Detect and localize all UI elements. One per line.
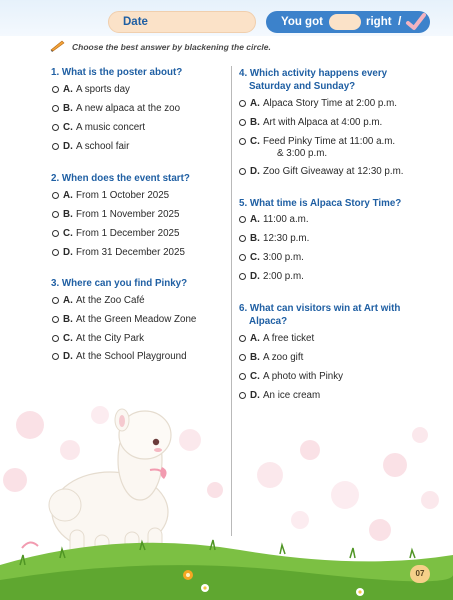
option-letter: A. xyxy=(250,333,260,344)
option-text: Art with Alpaca at 4:00 p.m. xyxy=(263,117,383,128)
question-3 xyxy=(51,277,187,290)
option-text: 2:00 p.m. xyxy=(263,271,304,282)
option-text: A zoo gift xyxy=(263,352,304,363)
option-letter: B. xyxy=(63,103,73,114)
answer-circle[interactable] xyxy=(52,249,59,256)
checkmark-icon xyxy=(405,12,427,32)
question-text: What can visitors win at Art with xyxy=(249,303,401,314)
score-input[interactable] xyxy=(329,14,361,30)
option-text: 3:00 p.m. xyxy=(263,252,304,263)
question-text: What time is Alpaca Story Time? xyxy=(249,198,402,209)
option-text: At the Zoo Café xyxy=(76,295,145,306)
answer-circle[interactable] xyxy=(239,373,246,380)
question-number: 6. xyxy=(239,303,248,314)
option-text: From 1 November 2025 xyxy=(76,209,180,220)
option-letter: D. xyxy=(250,271,260,282)
answer-circle[interactable] xyxy=(52,353,59,360)
question-text: When does the event start? xyxy=(61,173,190,184)
option-letter: C. xyxy=(63,122,73,133)
option-text: From 31 December 2025 xyxy=(76,247,185,258)
option-text-line2: & 3:00 p.m. xyxy=(277,148,328,159)
option-letter: A. xyxy=(250,214,260,225)
instruction xyxy=(52,40,271,54)
question-text-line2: Alpaca? xyxy=(249,316,288,327)
question-5 xyxy=(239,197,401,210)
date-field[interactable] xyxy=(108,11,256,33)
answer-circle[interactable] xyxy=(52,124,59,131)
option-letter: C. xyxy=(250,252,260,263)
option-letter: D. xyxy=(250,166,260,177)
option-letter: B. xyxy=(250,117,260,128)
answer-circle[interactable] xyxy=(52,297,59,304)
option-letter: C. xyxy=(63,333,73,344)
score-suffix: right xyxy=(366,16,392,28)
answer-circle[interactable] xyxy=(52,316,59,323)
answer-circle[interactable] xyxy=(52,86,59,93)
answer-circle[interactable] xyxy=(239,138,246,145)
page-number: 07 xyxy=(410,565,430,583)
question-text: Where can you find Pinky? xyxy=(61,278,188,289)
option-letter: D. xyxy=(250,390,260,401)
question-number: 4. xyxy=(239,68,248,79)
option-text: Zoo Gift Giveaway at 12:30 p.m. xyxy=(263,166,404,177)
score-slash: / xyxy=(398,14,402,28)
swirl-decoration xyxy=(22,542,38,548)
answer-circle[interactable] xyxy=(239,254,246,261)
option-text: A photo with Pinky xyxy=(263,371,344,382)
option-letter: B. xyxy=(250,233,260,244)
instruction-text: Choose the best answer by blackening the circle. xyxy=(72,42,271,52)
question-text: What is the poster about? xyxy=(61,67,183,78)
option-letter: C. xyxy=(63,228,73,239)
option-letter: D. xyxy=(63,247,73,258)
option-letter: A. xyxy=(63,190,73,201)
score-prefix: You got xyxy=(281,16,323,28)
option-text: A sports day xyxy=(76,84,130,95)
answer-circle[interactable] xyxy=(239,119,246,126)
option-letter: A. xyxy=(250,98,260,109)
question-number: 5. xyxy=(239,198,248,209)
answer-circle[interactable] xyxy=(239,216,246,223)
option-text: At the City Park xyxy=(76,333,145,344)
option-text: A school fair xyxy=(76,141,130,152)
option-text: Feed Pinky Time at 11:00 a.m. xyxy=(263,136,396,147)
question-2 xyxy=(51,172,190,185)
option-letter: A. xyxy=(63,295,73,306)
question-number: 3. xyxy=(51,278,60,289)
option-text: 11:00 a.m. xyxy=(263,214,309,225)
question-text: Which activity happens every xyxy=(249,68,388,79)
option-text: A music concert xyxy=(76,122,146,133)
option-letter: B. xyxy=(63,314,73,325)
answer-circle[interactable] xyxy=(52,211,59,218)
option-text: At the School Playground xyxy=(76,351,187,362)
answer-circle[interactable] xyxy=(52,335,59,342)
option-letter: B. xyxy=(63,209,73,220)
option-letter: D. xyxy=(63,141,73,152)
option-text: From 1 October 2025 xyxy=(76,190,170,201)
option-text: At the Green Meadow Zone xyxy=(76,314,197,325)
option-text: 12:30 p.m. xyxy=(263,233,310,244)
answer-circle[interactable] xyxy=(239,168,246,175)
answer-circle[interactable] xyxy=(239,100,246,107)
option-text: From 1 December 2025 xyxy=(76,228,180,239)
question-text-line2: Saturday and Sunday? xyxy=(249,81,356,92)
answer-circle[interactable] xyxy=(239,273,246,280)
alpaca-meadow-illustration xyxy=(0,380,453,600)
answer-circle[interactable] xyxy=(52,105,59,112)
option-text: An ice cream xyxy=(263,390,321,401)
option-letter: B. xyxy=(250,352,260,363)
answer-circle[interactable] xyxy=(239,335,246,342)
question-number: 1. xyxy=(51,67,60,78)
option-letter: D. xyxy=(63,351,73,362)
answer-circle[interactable] xyxy=(52,143,59,150)
question-number: 2. xyxy=(51,173,60,184)
question-6 xyxy=(239,302,400,328)
answer-circle[interactable] xyxy=(52,192,59,199)
answer-circle[interactable] xyxy=(52,230,59,237)
answer-circle[interactable] xyxy=(239,354,246,361)
option-letter: C. xyxy=(250,136,260,147)
option-letter: C. xyxy=(250,371,260,382)
option-text: A new alpaca at the zoo xyxy=(76,103,181,114)
option-text: A free ticket xyxy=(263,333,315,344)
option-letter: A. xyxy=(63,84,73,95)
question-4 xyxy=(239,67,387,93)
answer-circle[interactable] xyxy=(239,235,246,242)
question-1 xyxy=(51,66,182,79)
option-text: Alpaca Story Time at 2:00 p.m. xyxy=(263,98,397,109)
date-label: Date xyxy=(123,16,148,28)
alpaca-icon xyxy=(49,409,171,563)
